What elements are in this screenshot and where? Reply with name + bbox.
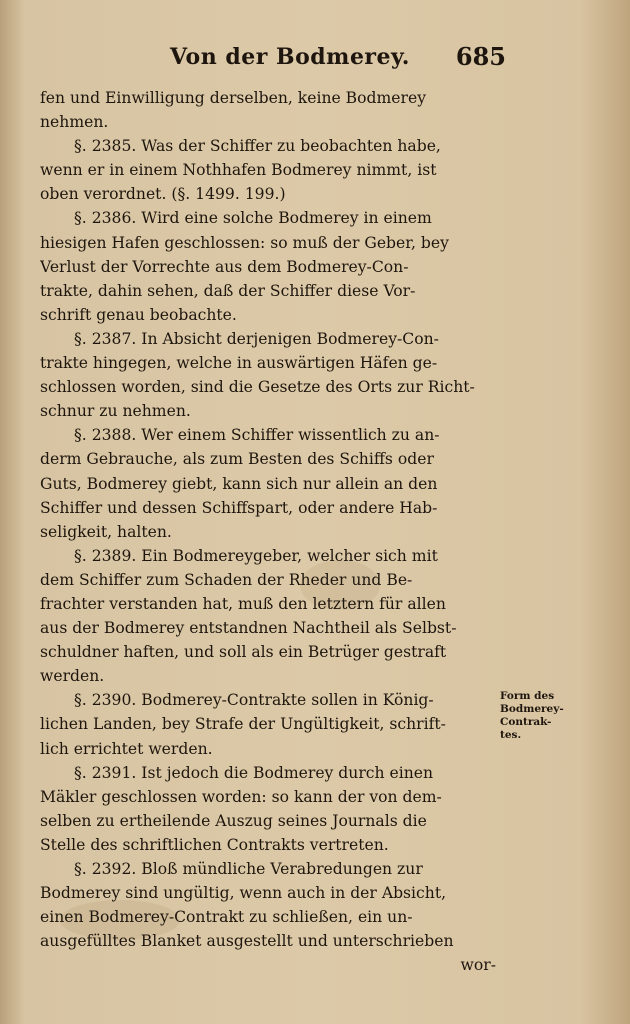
- text-line: Stelle des schriftlichen Contrakts vertreten.: [40, 835, 389, 854]
- text-line: §. 2389. Ein Bodmereygeber, welcher sich mit: [74, 546, 438, 565]
- text-line: trakte hingegen, welche in auswärtigen Häfen ge-: [40, 354, 438, 373]
- margin-note-line: tes.: [500, 729, 522, 741]
- text-line: Bodmerey sind ungültig, wenn auch in der Absicht,: [40, 884, 447, 903]
- text-line: Verlust der Vorrechte aus dem Bodmerey-Con-: [40, 257, 409, 276]
- text-line: einen Bodmerey-Contrakt zu schließen, ein un-: [40, 908, 413, 927]
- margin-note-line: Form des: [500, 690, 555, 702]
- text-line: ausgefülltes Blanket ausgestellt und unterschrieben: [40, 932, 454, 951]
- margin-note-line: Bodmerey-: [500, 703, 564, 715]
- text-line: werden.: [40, 667, 105, 686]
- text-line: derm Gebrauche, als zum Besten des Schiffs oder: [40, 450, 434, 469]
- margin-note-line: Contrak-: [500, 716, 552, 728]
- text-line: oben verordnet. (§. 1499. 199.): [40, 185, 286, 204]
- catchword: wor-: [460, 956, 496, 975]
- text-line: hiesigen Hafen geschlossen: so muß der Geber, bey: [40, 233, 449, 252]
- text-line: §. 2391. Ist jedoch die Bodmerey durch einen: [74, 763, 434, 782]
- text-line: selben zu ertheilende Auszug seines Journals die: [40, 811, 427, 830]
- text-line: schlossen worden, sind die Gesetze des Orts zur Richt-: [40, 378, 475, 397]
- page-header: [40, 42, 506, 78]
- text-line: nehmen.: [40, 113, 109, 132]
- text-line: §. 2392. Bloß mündliche Verabredungen zur: [74, 860, 423, 878]
- text-line: §. 2387. In Absicht derjenigen Bodmerey-Con-: [74, 329, 439, 348]
- text-line: aus der Bodmerey entstandnen Nachtheil als Selbst-: [40, 619, 457, 638]
- margin-note: [500, 690, 578, 742]
- text-line: schrift genau beobachte.: [40, 305, 237, 324]
- text-line: §. 2385. Was der Schiffer zu beobachten habe,: [74, 137, 441, 156]
- body-text: [40, 86, 496, 977]
- running-title: Von der Bodmerey.: [170, 44, 410, 70]
- page-number: 685: [455, 42, 506, 71]
- text-line: wenn er in einem Nothhafen Bodmerey nimmt, ist: [40, 161, 437, 180]
- text-line: trakte, dahin sehen, daß der Schiffer diese Vor-: [40, 281, 416, 300]
- text-line: dem Schiffer zum Schaden der Rheder und Be-: [40, 570, 413, 589]
- text-line: lich errichtet werden.: [40, 739, 213, 758]
- text-line: §. 2388. Wer einem Schiffer wissentlich zu an-: [74, 426, 440, 445]
- text-line: schnur zu nehmen.: [40, 402, 191, 421]
- text-line: frachter verstanden hat, muß den letztern für allen: [40, 594, 446, 613]
- text-line: §. 2390. Bodmerey-Contrakte sollen in König-: [74, 691, 434, 710]
- text-line: Guts, Bodmerey giebt, kann sich nur allein an den: [40, 474, 438, 493]
- text-line: Schiffer und dessen Schiffspart, oder andere Hab-: [40, 498, 438, 517]
- text-line: seligkeit, halten.: [40, 522, 172, 541]
- text-line: schuldner haften, und soll als ein Betrüger gestraft: [40, 643, 447, 662]
- text-line: §. 2386. Wird eine solche Bodmerey in einem: [74, 209, 432, 228]
- text-line: Mäkler geschlossen worden: so kann der von dem-: [40, 787, 442, 806]
- text-line: fen und Einwilligung derselben, keine Bodmerey: [40, 89, 427, 107]
- text-line: lichen Landen, bey Strafe der Ungültigkeit, schrift-: [40, 715, 446, 734]
